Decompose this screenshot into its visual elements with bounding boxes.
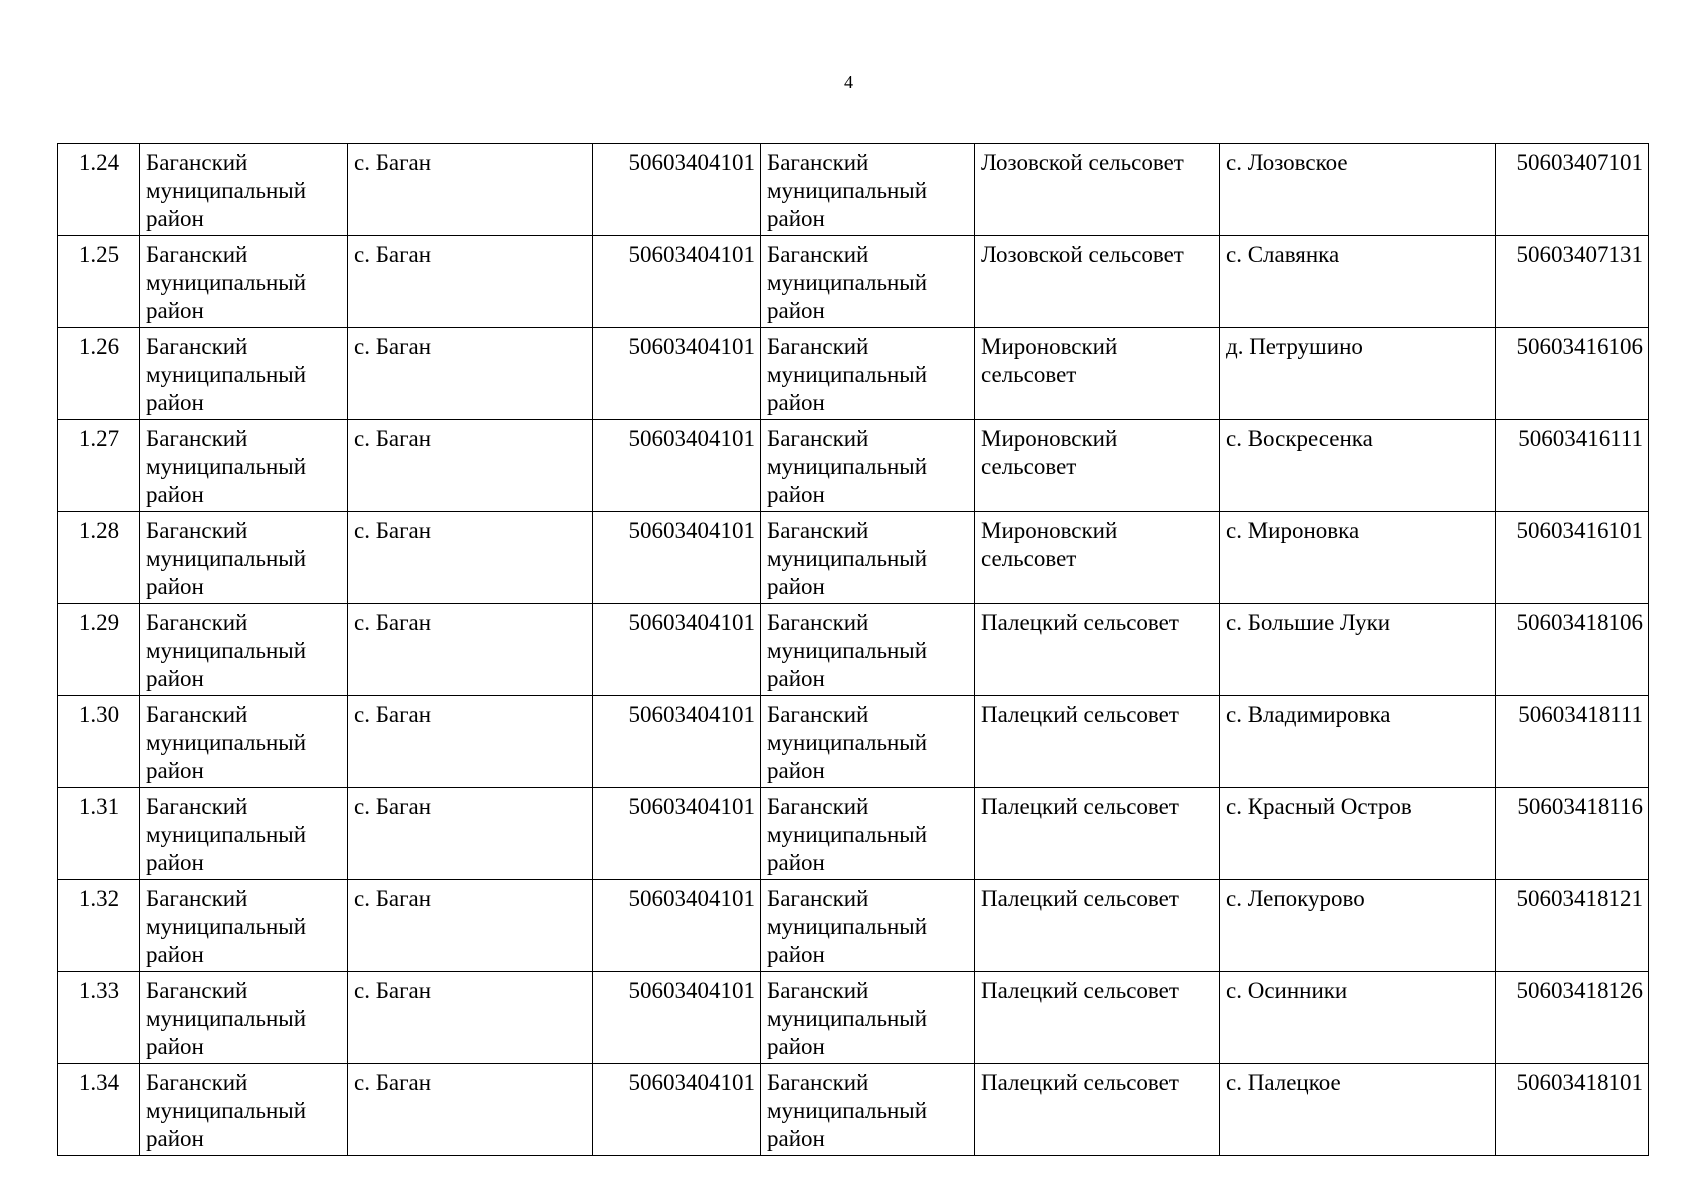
row-number-cell: 1.28 (58, 512, 140, 604)
row-number-cell: 1.34 (58, 1064, 140, 1156)
from-settlement-cell: с. Баган (348, 144, 593, 236)
row-number-cell: 1.30 (58, 696, 140, 788)
row-number-cell: 1.25 (58, 236, 140, 328)
from-settlement-cell: с. Баган (348, 880, 593, 972)
from-district-cell: Баганский муниципальный район (140, 880, 348, 972)
row-number-cell: 1.24 (58, 144, 140, 236)
from-settlement-cell: с. Баган (348, 972, 593, 1064)
table-body (58, 144, 1649, 1156)
from-code-cell: 50603404101 (593, 880, 761, 972)
to-district-cell: Баганский муниципальный район (761, 696, 975, 788)
from-code-cell: 50603404101 (593, 236, 761, 328)
from-code-cell: 50603404101 (593, 696, 761, 788)
from-district-cell: Баганский муниципальный район (140, 236, 348, 328)
to-district-cell: Баганский муниципальный район (761, 236, 975, 328)
to-code-cell: 50603407101 (1496, 144, 1649, 236)
to-code-cell: 50603418116 (1496, 788, 1649, 880)
from-district-cell: Баганский муниципальный район (140, 1064, 348, 1156)
to-council-cell: Палецкий сельсовет (975, 972, 1220, 1064)
to-council-cell: Палецкий сельсовет (975, 788, 1220, 880)
to-code-cell: 50603418126 (1496, 972, 1649, 1064)
from-district-cell: Баганский муниципальный район (140, 696, 348, 788)
table-row (58, 880, 1649, 972)
table-row (58, 420, 1649, 512)
to-code-cell: 50603407131 (1496, 236, 1649, 328)
table-row (58, 328, 1649, 420)
row-number-cell: 1.29 (58, 604, 140, 696)
from-code-cell: 50603404101 (593, 420, 761, 512)
from-district-cell: Баганский муниципальный район (140, 420, 348, 512)
to-code-cell: 50603418106 (1496, 604, 1649, 696)
row-number-cell: 1.33 (58, 972, 140, 1064)
to-code-cell: 50603418111 (1496, 696, 1649, 788)
to-code-cell: 50603416106 (1496, 328, 1649, 420)
to-settlement-cell: с. Красный Остров (1220, 788, 1496, 880)
to-district-cell: Баганский муниципальный район (761, 1064, 975, 1156)
from-district-cell: Баганский муниципальный район (140, 972, 348, 1064)
from-settlement-cell: с. Баган (348, 696, 593, 788)
to-council-cell: Палецкий сельсовет (975, 1064, 1220, 1156)
from-settlement-cell: с. Баган (348, 1064, 593, 1156)
from-district-cell: Баганский муниципальный район (140, 604, 348, 696)
from-settlement-cell: с. Баган (348, 788, 593, 880)
to-council-cell: Палецкий сельсовет (975, 696, 1220, 788)
row-number-cell: 1.27 (58, 420, 140, 512)
from-code-cell: 50603404101 (593, 788, 761, 880)
row-number-cell: 1.32 (58, 880, 140, 972)
table-row (58, 144, 1649, 236)
to-code-cell: 50603416101 (1496, 512, 1649, 604)
from-code-cell: 50603404101 (593, 512, 761, 604)
row-number-cell: 1.31 (58, 788, 140, 880)
table-row (58, 1064, 1649, 1156)
from-code-cell: 50603404101 (593, 972, 761, 1064)
to-settlement-cell: с. Славянка (1220, 236, 1496, 328)
to-settlement-cell: с. Мироновка (1220, 512, 1496, 604)
to-district-cell: Баганский муниципальный район (761, 512, 975, 604)
to-council-cell: Мироновский сельсовет (975, 328, 1220, 420)
to-code-cell: 50603418121 (1496, 880, 1649, 972)
to-district-cell: Баганский муниципальный район (761, 328, 975, 420)
from-district-cell: Баганский муниципальный район (140, 328, 348, 420)
to-settlement-cell: с. Владимировка (1220, 696, 1496, 788)
from-code-cell: 50603404101 (593, 144, 761, 236)
to-council-cell: Палецкий сельсовет (975, 604, 1220, 696)
to-district-cell: Баганский муниципальный район (761, 420, 975, 512)
table-row (58, 512, 1649, 604)
table-row (58, 788, 1649, 880)
row-number-cell: 1.26 (58, 328, 140, 420)
to-council-cell: Мироновский сельсовет (975, 420, 1220, 512)
to-district-cell: Баганский муниципальный район (761, 880, 975, 972)
to-district-cell: Баганский муниципальный район (761, 972, 975, 1064)
from-settlement-cell: с. Баган (348, 328, 593, 420)
to-settlement-cell: с. Палецкое (1220, 1064, 1496, 1156)
page-number: 4 (844, 72, 853, 92)
to-council-cell: Мироновский сельсовет (975, 512, 1220, 604)
from-code-cell: 50603404101 (593, 604, 761, 696)
table-row (58, 696, 1649, 788)
to-settlement-cell: с. Большие Луки (1220, 604, 1496, 696)
from-settlement-cell: с. Баган (348, 420, 593, 512)
from-settlement-cell: с. Баган (348, 236, 593, 328)
to-settlement-cell: с. Лозовское (1220, 144, 1496, 236)
to-district-cell: Баганский муниципальный район (761, 788, 975, 880)
to-district-cell: Баганский муниципальный район (761, 604, 975, 696)
from-district-cell: Баганский муниципальный район (140, 788, 348, 880)
to-code-cell: 50603416111 (1496, 420, 1649, 512)
from-code-cell: 50603404101 (593, 328, 761, 420)
to-council-cell: Лозовской сельсовет (975, 144, 1220, 236)
from-district-cell: Баганский муниципальный район (140, 144, 348, 236)
to-council-cell: Лозовской сельсовет (975, 236, 1220, 328)
to-district-cell: Баганский муниципальный район (761, 144, 975, 236)
from-code-cell: 50603404101 (593, 1064, 761, 1156)
from-settlement-cell: с. Баган (348, 604, 593, 696)
from-settlement-cell: с. Баган (348, 512, 593, 604)
settlements-table (57, 143, 1649, 1156)
table-row (58, 236, 1649, 328)
to-settlement-cell: с. Воскресенка (1220, 420, 1496, 512)
table-row (58, 972, 1649, 1064)
to-settlement-cell: д. Петрушино (1220, 328, 1496, 420)
to-settlement-cell: с. Лепокурово (1220, 880, 1496, 972)
to-code-cell: 50603418101 (1496, 1064, 1649, 1156)
from-district-cell: Баганский муниципальный район (140, 512, 348, 604)
to-settlement-cell: с. Осинники (1220, 972, 1496, 1064)
table-row (58, 604, 1649, 696)
to-council-cell: Палецкий сельсовет (975, 880, 1220, 972)
